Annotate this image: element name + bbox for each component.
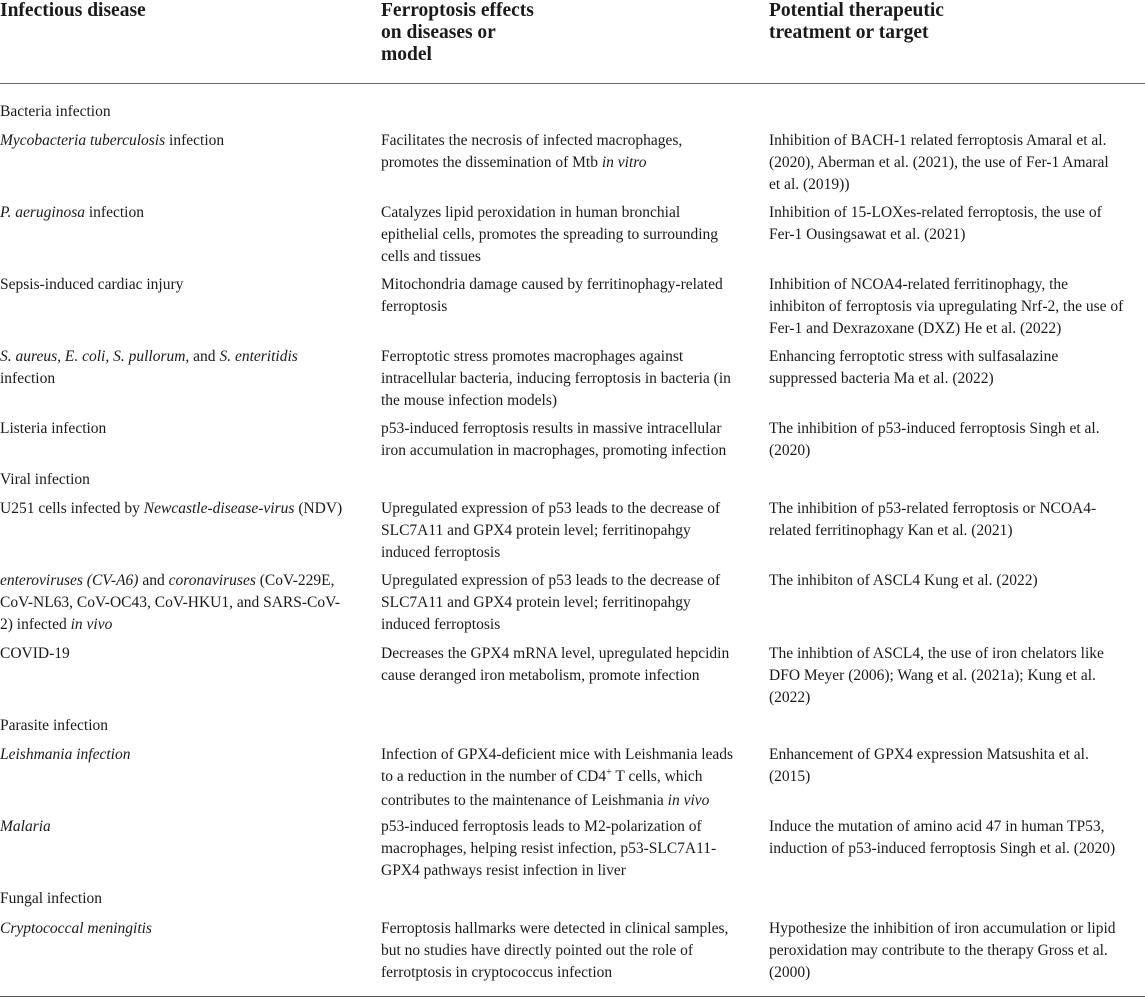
table-row-treatment: Hypothesize the inhibition of iron accumulation or lipid peroxidation may contribute to the therapy Gross et al. (2000) [769,920,1116,981]
header-infectious-disease: Infectious disease [0,0,146,21]
table-row-disease: Leishmania infection [0,746,131,763]
table-row-effect: Facilitates the necrosis of infected macrophages, promotes the dissemination of Mtb in vitro [381,132,683,171]
table-row-treatment: Enhancing ferroptotic stress with sulfasalazine suppressed bacteria Ma et al. (2022) [769,348,1059,387]
table-row-treatment: The inhibition of p53-related ferroptosis or NCOA4- related ferritinophagy Kan et al. (2021) [769,500,1097,539]
table-row-effect: Ferroptosis hallmarks were detected in clinical samples, but no studies have directly pointed out the role of ferrotptosis in cryptococcus infection [381,920,729,981]
table-row-treatment: The inhibition of p53-induced ferroptosis Singh et al. (2020) [769,420,1100,459]
header-therapeutic-target: Potential therapeutic treatment or target [769,0,944,43]
table-row-effect: Ferroptotic stress promotes macrophages against intracellular bacteria, inducing ferroptosis in bacteria (in the mouse infection models) [381,348,731,409]
table-row-effect: Decreases the GPX4 mRNA level, upregulated hepcidin cause deranged iron metabolism, promote infection [381,645,730,684]
header-divider [0,83,1145,84]
table-row-treatment: Inhibition of NCOA4-related ferritinophagy, the inhibiton of ferroptosis via upregulating Nrf-2, the use of Fer-1 and Dexrazoxane (DXZ) He et al. (2022) [769,276,1124,337]
table-row-disease: Sepsis-induced cardiac injury [0,276,184,293]
table-row-effect: p53-induced ferroptosis leads to M2-polarization of macrophages, helping resist infection, p53-SLC7A11- GPX4 pathways resist infection in liver [381,818,717,879]
table-bottom-rule [0,996,1145,997]
table-row-disease: U251 cells infected by Newcastle-disease-virus (NDV) [0,500,343,517]
table-row-treatment: Inhibition of BACH-1 related ferroptosis Amaral et al. (2020), Aberman et al. (2021), the use of Fer-1 Amaral et al. (2019)) [769,132,1109,193]
header-ferroptosis-effects: Ferroptosis effects on diseases or model [381,0,534,65]
table-row-effect: Upregulated expression of p53 leads to the decrease of SLC7A11 and GPX4 protein level; ferritinopahgy induced ferroptosis [381,572,721,633]
table-row-effect: p53-induced ferroptosis results in massive intracellular iron accumulation in macrophages, promoting infection [381,420,727,459]
table-row-disease: COVID-19 [0,645,70,662]
table-row-effect: Infection of GPX4-deficient mice with Leishmania leads to a reduction in the number of CD4+ T cells, which contributes to the maintenance of Leishmania in vivo [381,746,734,809]
table-row-disease: S. aureus, E. coli, S. pullorum, and S. enteritidis infection [0,348,298,387]
section-fungal-infection: Fungal infection [0,890,103,907]
table-row-treatment: The inhibtion of ASCL4, the use of iron chelators like DFO Meyer (2006); Wang et al. (2021a); Kung et al. (2022) [769,645,1104,706]
table-row-disease: Mycobacteria tuberculosis infection [0,132,225,149]
table-row-disease: P. aeruginosa infection [0,204,144,221]
table-row-treatment: Induce the mutation of amino acid 47 in human TP53, induction of p53-induced ferroptosis Singh et al. (2020) [769,818,1116,857]
table-row-disease: Listeria infection [0,420,107,437]
table-row-effect: Mitochondria damage caused by ferritinophagy-related ferroptosis [381,276,723,315]
section-parasite-infection: Parasite infection [0,717,109,734]
table-row-disease: enteroviruses (CV-A6) and coronaviruses (CoV-229E, CoV-NL63, CoV-OC43, CoV-HKU1, and SARS-CoV- 2) infected in vivo [0,572,341,633]
table-row-treatment: Enhancement of GPX4 expression Matsushita et al. (2015) [769,746,1089,785]
table-row-effect: Catalyzes lipid peroxidation in human bronchial epithelial cells, promotes the spreading to surrounding cells and tissues [381,204,719,265]
section-bacteria-infection: Bacteria infection [0,103,111,120]
table-row-treatment: The inhibiton of ASCL4 Kung et al. (2022) [769,572,1038,589]
table-row-disease: Cryptococcal meningitis [0,920,152,937]
table-row-disease: Malaria [0,818,51,835]
section-viral-infection: Viral infection [0,471,90,488]
table-row-effect: Upregulated expression of p53 leads to the decrease of SLC7A11 and GPX4 protein level; ferritinopahgy induced ferroptosis [381,500,721,561]
table-row-treatment: Inhibition of 15-LOXes-related ferroptosis, the use of Fer-1 Ousingsawat et al. (2021) [769,204,1102,243]
